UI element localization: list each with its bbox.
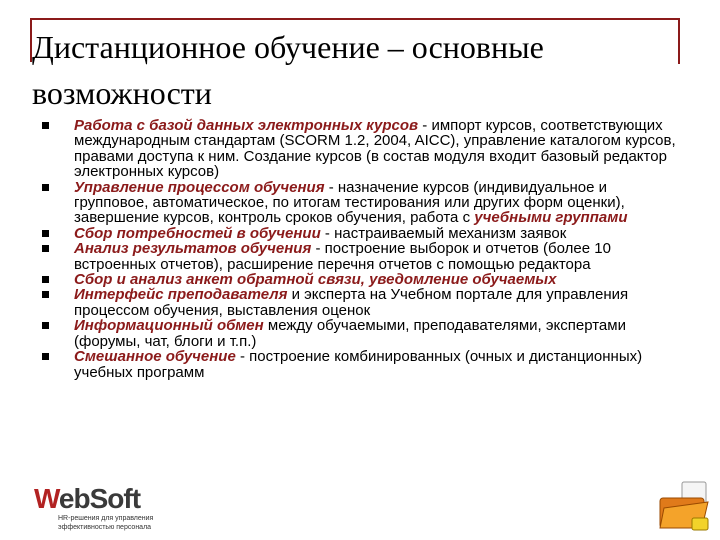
bullet-square-icon	[42, 276, 49, 283]
bullet-item	[42, 118, 682, 180]
bullet-highlight: Интерфейс преподавателя	[74, 286, 288, 304]
bullet-highlight: Сбор потребностей в обучении	[74, 224, 321, 242]
bullet-text: между обучаемыми, преподавателями, экспертами (форумы, чат, блоги и т.п.)	[74, 317, 626, 350]
open-folder-icon	[654, 478, 714, 534]
bullet-text: - импорт курсов, соответствующих международным стандартам (SCORM 1.2, 2004, AICC), управление каталогом курсов, правами доступа к ним. Создание курсов (в состав модуля входит базовый редактор электронных курсов)	[74, 117, 676, 181]
bullet-square-icon	[42, 122, 49, 129]
bullet-highlight: Управление процессом обучения	[74, 178, 325, 196]
logo-wordmark: WebSoft	[34, 483, 141, 514]
bullet-item	[42, 318, 682, 349]
bullet-square-icon	[42, 184, 49, 191]
bullet-highlight: Информационный обмен	[74, 317, 264, 335]
websoft-logo	[34, 484, 164, 534]
bullet-square-icon	[42, 245, 49, 252]
bullet-highlight: Работа с базой данных электронных курсов	[74, 117, 419, 134]
bullet-list	[42, 118, 682, 380]
bullet-square-icon	[42, 353, 49, 360]
bullet-item	[42, 287, 682, 318]
bullet-square-icon	[42, 291, 49, 298]
bullet-highlight: учебными группами	[474, 209, 628, 227]
bullet-item	[42, 272, 682, 287]
slide-title: Дистанционное обучение – основные возможности	[32, 29, 544, 111]
bullet-item	[42, 349, 682, 380]
bullet-square-icon	[42, 230, 49, 237]
bullet-item	[42, 180, 682, 226]
bullet-text: и эксперта на Учебном портале для управления процессом обучения, выставления оценок	[74, 286, 629, 319]
logo-tagline-1: HR-решения для управления	[58, 515, 154, 522]
bullet-text: - построение выборок и отчетов (более 10 встроенных отчетов), расширение перечня отчетов с помощью редактора	[74, 240, 611, 273]
bullet-item	[42, 241, 682, 272]
logo-tagline-2: эффективностью персонала	[58, 524, 152, 531]
bullet-item	[42, 226, 682, 241]
bullet-text: - назначение курсов (индивидуальное и групповое, автоматическое, по итогам тестирования или других форм оценки), завершение курсов, контроль сроков обучения, работа с	[74, 178, 625, 227]
bullet-text: - построение комбинированных (очных и дистанционных) учебных программ	[74, 348, 643, 381]
bullet-text: - настраиваемый механизм заявок	[320, 224, 567, 242]
bullet-square-icon	[42, 322, 49, 329]
bullet-highlight: Сбор и анализ анкет обратной связи, уведомление обучаемых	[74, 271, 557, 289]
bullet-highlight: Смешанное обучение	[74, 348, 236, 366]
bullet-highlight: Анализ результатов обучения	[74, 240, 312, 258]
